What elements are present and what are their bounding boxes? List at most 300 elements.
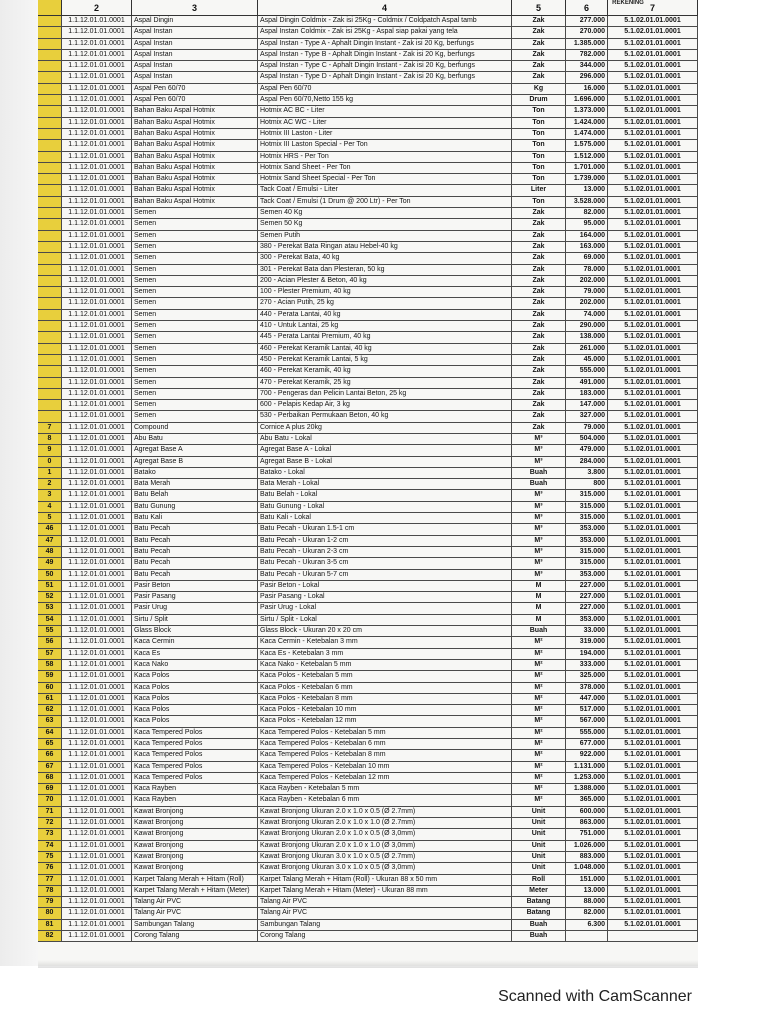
account-code: 5.1.02.01.01.0001: [608, 16, 698, 26]
item-name: Karpet Talang Merah + Hitam (Meter): [132, 886, 258, 896]
item-description: Kaca Polos - Ketebalan 6 mm: [258, 683, 512, 693]
item-price: 319.000: [566, 637, 608, 647]
row-number: [38, 106, 62, 116]
item-description: Glass Block - Ukuran 20 x 20 cm: [258, 626, 512, 636]
item-price: 69.000: [566, 253, 608, 263]
item-price: 315.000: [566, 490, 608, 500]
item-code: 1.1.12.01.01.0001: [62, 208, 132, 218]
row-number: [38, 118, 62, 128]
item-description: Batako - Lokal: [258, 468, 512, 478]
item-code: 1.1.12.01.01.0001: [62, 27, 132, 37]
account-code: 5.1.02.01.01.0001: [608, 242, 698, 252]
item-code: 1.1.12.01.01.0001: [62, 50, 132, 60]
item-code: 1.1.12.01.01.0001: [62, 841, 132, 851]
item-unit: M²: [512, 705, 566, 715]
item-code: 1.1.12.01.01.0001: [62, 174, 132, 184]
row-number: 75: [38, 852, 62, 862]
item-unit: M³: [512, 570, 566, 580]
table-row: [38, 185, 698, 196]
item-description: Talang Air PVC: [258, 908, 512, 918]
account-code: 5.1.02.01.01.0001: [608, 818, 698, 828]
table-row: [38, 242, 698, 253]
item-unit: Buah: [512, 479, 566, 489]
item-code: 1.1.12.01.01.0001: [62, 649, 132, 659]
column-header-name: 3: [132, 0, 258, 16]
item-name: Pasir Pasang: [132, 592, 258, 602]
item-price: 183.000: [566, 389, 608, 399]
item-price: 1.474.000: [566, 129, 608, 139]
item-code: 1.1.12.01.01.0001: [62, 355, 132, 365]
row-number: 72: [38, 818, 62, 828]
item-description: Kaca Rayben - Ketebalan 5 mm: [258, 784, 512, 794]
item-description: Kaca Polos - Ketebalan 5 mm: [258, 671, 512, 681]
account-code: 5.1.02.01.01.0001: [608, 39, 698, 49]
item-name: Bahan Baku Aspal Hotmix: [132, 152, 258, 162]
rekening-label: REKENING: [612, 0, 644, 6]
row-number: [38, 27, 62, 37]
column-header-price: 6: [566, 0, 608, 16]
item-price: 88.000: [566, 897, 608, 907]
item-unit: Batang: [512, 897, 566, 907]
row-number: [38, 321, 62, 331]
item-price: 45.000: [566, 355, 608, 365]
account-code: 5.1.02.01.01.0001: [608, 762, 698, 772]
item-code: 1.1.12.01.01.0001: [62, 72, 132, 82]
item-description: Kaca Tempered Polos - Ketebalan 8 mm: [258, 750, 512, 760]
item-price: 3.800: [566, 468, 608, 478]
item-price: 922.000: [566, 750, 608, 760]
item-description: Batu Pecah - Ukuran 5-7 cm: [258, 570, 512, 580]
table-row: [38, 400, 698, 411]
row-number: 53: [38, 603, 62, 613]
row-number: [38, 72, 62, 82]
table-row: [38, 739, 698, 750]
table-row: [38, 536, 698, 547]
item-price: 800: [566, 479, 608, 489]
account-code: 5.1.02.01.01.0001: [608, 863, 698, 873]
account-code: 5.1.02.01.01.0001: [608, 784, 698, 794]
item-code: 1.1.12.01.01.0001: [62, 863, 132, 873]
account-code: 5.1.02.01.01.0001: [608, 807, 698, 817]
row-number: [38, 174, 62, 184]
row-number: [38, 152, 62, 162]
table-body: [38, 16, 698, 942]
item-code: 1.1.12.01.01.0001: [62, 558, 132, 568]
item-code: 1.1.12.01.01.0001: [62, 389, 132, 399]
account-code: 5.1.02.01.01.0001: [608, 219, 698, 229]
item-unit: Unit: [512, 852, 566, 862]
account-code: 5.1.02.01.01.0001: [608, 875, 698, 885]
account-code: 5.1.02.01.01.0001: [608, 445, 698, 455]
item-description: Hotmix Sand Sheet - Per Ton: [258, 163, 512, 173]
table-row: [38, 129, 698, 140]
item-name: Bahan Baku Aspal Hotmix: [132, 118, 258, 128]
item-price: 677.000: [566, 739, 608, 749]
item-price: 1.575.000: [566, 140, 608, 150]
row-number: [38, 197, 62, 207]
item-unit: Zak: [512, 253, 566, 263]
account-code: 5.1.02.01.01.0001: [608, 547, 698, 557]
account-code: 5.1.02.01.01.0001: [608, 920, 698, 930]
item-code: 1.1.12.01.01.0001: [62, 784, 132, 794]
item-name: Kawat Bronjong: [132, 841, 258, 851]
item-name: Semen: [132, 265, 258, 275]
item-name: Semen: [132, 287, 258, 297]
item-price: 378.000: [566, 683, 608, 693]
account-code: 5.1.02.01.01.0001: [608, 411, 698, 421]
item-name: Kaca Tempered Polos: [132, 762, 258, 772]
item-name: Semen: [132, 332, 258, 342]
scan-margin: [0, 0, 38, 966]
item-name: Pasir Beton: [132, 581, 258, 591]
table-row: [38, 841, 698, 852]
table-row: [38, 660, 698, 671]
row-number: [38, 265, 62, 275]
item-unit: Unit: [512, 863, 566, 873]
item-price: 315.000: [566, 547, 608, 557]
item-name: Batu Gunung: [132, 502, 258, 512]
table-row: [38, 366, 698, 377]
item-price: 315.000: [566, 558, 608, 568]
item-unit: M³: [512, 524, 566, 534]
item-unit: M³: [512, 490, 566, 500]
item-name: Semen: [132, 231, 258, 241]
item-description: 445 - Perata Lantai Premium, 40 kg: [258, 332, 512, 342]
item-unit: M²: [512, 773, 566, 783]
item-price: 277.000: [566, 16, 608, 26]
item-unit: Ton: [512, 129, 566, 139]
item-price: 325.000: [566, 671, 608, 681]
table-row: [38, 468, 698, 479]
item-name: Batako: [132, 468, 258, 478]
item-code: 1.1.12.01.01.0001: [62, 705, 132, 715]
row-number: 1: [38, 468, 62, 478]
account-code: 5.1.02.01.01.0001: [608, 829, 698, 839]
item-code: 1.1.12.01.01.0001: [62, 423, 132, 433]
item-unit: Zak: [512, 39, 566, 49]
item-unit: M²: [512, 683, 566, 693]
account-code: 5.1.02.01.01.0001: [608, 570, 698, 580]
item-unit: M²: [512, 750, 566, 760]
table-row: [38, 829, 698, 840]
row-number: 62: [38, 705, 62, 715]
row-number: 7: [38, 423, 62, 433]
item-code: 1.1.12.01.01.0001: [62, 400, 132, 410]
item-description: Semen 40 Kg: [258, 208, 512, 218]
item-unit: Buah: [512, 920, 566, 930]
table-row: [38, 72, 698, 83]
item-unit: Ton: [512, 106, 566, 116]
table-row: [38, 728, 698, 739]
item-code: 1.1.12.01.01.0001: [62, 615, 132, 625]
item-name: Corong Talang: [132, 931, 258, 941]
item-description: Pasir Urug - Lokal: [258, 603, 512, 613]
item-code: 1.1.12.01.01.0001: [62, 287, 132, 297]
item-unit: M²: [512, 739, 566, 749]
item-unit: Zak: [512, 378, 566, 388]
item-unit: Ton: [512, 140, 566, 150]
table-row: [38, 457, 698, 468]
table-row: [38, 389, 698, 400]
item-code: 1.1.12.01.01.0001: [62, 592, 132, 602]
account-code: 5.1.02.01.01.0001: [608, 287, 698, 297]
item-description: Kawat Bronjong Ukuran 3.0 x 1.0 x 0.5 (Ø 3,0mm): [258, 863, 512, 873]
account-code: 5.1.02.01.01.0001: [608, 27, 698, 37]
account-code: 5.1.02.01.01.0001: [608, 750, 698, 760]
table-row: [38, 558, 698, 569]
item-name: Semen: [132, 276, 258, 286]
item-unit: Meter: [512, 886, 566, 896]
item-code: 1.1.12.01.01.0001: [62, 253, 132, 263]
row-number: 73: [38, 829, 62, 839]
row-number: 74: [38, 841, 62, 851]
table-row: [38, 61, 698, 72]
item-unit: Zak: [512, 16, 566, 26]
item-description: Kaca Polos - Ketebalan 12 mm: [258, 716, 512, 726]
item-code: 1.1.12.01.01.0001: [62, 332, 132, 342]
item-name: Kaca Tempered Polos: [132, 773, 258, 783]
item-name: Kaca Es: [132, 649, 258, 659]
account-code: 5.1.02.01.01.0001: [608, 773, 698, 783]
table-row: [38, 773, 698, 784]
item-price: 13.000: [566, 886, 608, 896]
row-number: [38, 276, 62, 286]
item-code: 1.1.12.01.01.0001: [62, 773, 132, 783]
item-price: 227.000: [566, 603, 608, 613]
account-code: 5.1.02.01.01.0001: [608, 795, 698, 805]
row-number: [38, 378, 62, 388]
item-unit: M³: [512, 434, 566, 444]
table-row: [38, 581, 698, 592]
item-unit: Roll: [512, 875, 566, 885]
item-unit: Buah: [512, 626, 566, 636]
table-row: [38, 683, 698, 694]
item-code: 1.1.12.01.01.0001: [62, 242, 132, 252]
item-unit: M³: [512, 445, 566, 455]
item-description: Hotmix AC WC - Liter: [258, 118, 512, 128]
item-description: Aspal Instan - Type B - Aphalt Dingin Instant - Zak isi 20 Kg, berfungs: [258, 50, 512, 60]
account-code: 5.1.02.01.01.0001: [608, 897, 698, 907]
item-name: Pasir Urug: [132, 603, 258, 613]
table-row: [38, 649, 698, 660]
item-code: 1.1.12.01.01.0001: [62, 310, 132, 320]
item-code: 1.1.12.01.01.0001: [62, 524, 132, 534]
item-price: 3.528.000: [566, 197, 608, 207]
account-code: 5.1.02.01.01.0001: [608, 355, 698, 365]
item-code: 1.1.12.01.01.0001: [62, 807, 132, 817]
item-price: 1.131.000: [566, 762, 608, 772]
row-number: 61: [38, 694, 62, 704]
row-number: [38, 95, 62, 105]
table-row: [38, 321, 698, 332]
row-number: [38, 84, 62, 94]
item-price: 315.000: [566, 502, 608, 512]
item-description: Batu Belah - Lokal: [258, 490, 512, 500]
item-description: Kawat Bronjong Ukuran 2.0 x 1.0 x 1.0 (Ø 3,0mm): [258, 841, 512, 851]
item-code: 1.1.12.01.01.0001: [62, 445, 132, 455]
item-unit: Ton: [512, 174, 566, 184]
item-name: Kawat Bronjong: [132, 852, 258, 862]
row-number: 46: [38, 524, 62, 534]
table-row: [38, 886, 698, 897]
item-code: 1.1.12.01.01.0001: [62, 920, 132, 930]
item-name: Semen: [132, 242, 258, 252]
row-number: [38, 208, 62, 218]
item-code: 1.1.12.01.01.0001: [62, 875, 132, 885]
row-number: [38, 344, 62, 354]
account-code: 5.1.02.01.01.0001: [608, 434, 698, 444]
table-row: [38, 716, 698, 727]
item-price: 290.000: [566, 321, 608, 331]
item-description: 270 - Acian Putih, 25 kg: [258, 298, 512, 308]
item-unit: Kg: [512, 84, 566, 94]
row-number: [38, 50, 62, 60]
table-row: [38, 818, 698, 829]
table-header: [38, 0, 698, 16]
item-description: Abu Batu - Lokal: [258, 434, 512, 444]
table-row: [38, 344, 698, 355]
item-description: Kaca Polos - Ketebalan 10 mm: [258, 705, 512, 715]
item-price: 270.000: [566, 27, 608, 37]
table-row: [38, 208, 698, 219]
row-number: [38, 140, 62, 150]
item-description: Kawat Bronjong Ukuran 2.0 x 1.0 x 0.5 (Ø 2.7mm): [258, 807, 512, 817]
item-name: Talang Air PVC: [132, 908, 258, 918]
row-number: 52: [38, 592, 62, 602]
item-name: Batu Pecah: [132, 570, 258, 580]
item-name: Bahan Baku Aspal Hotmix: [132, 197, 258, 207]
account-code: 5.1.02.01.01.0001: [608, 366, 698, 376]
item-name: Kawat Bronjong: [132, 863, 258, 873]
account-code: 5.1.02.01.01.0001: [608, 298, 698, 308]
item-price: 261.000: [566, 344, 608, 354]
item-name: Batu Belah: [132, 490, 258, 500]
row-number: 2: [38, 479, 62, 489]
item-description: Hotmix Sand Sheet Special - Per Ton: [258, 174, 512, 184]
table-row: [38, 592, 698, 603]
table-row: [38, 897, 698, 908]
item-name: Bahan Baku Aspal Hotmix: [132, 129, 258, 139]
item-code: 1.1.12.01.01.0001: [62, 739, 132, 749]
item-description: Kaca Tempered Polos - Ketebalan 6 mm: [258, 739, 512, 749]
table-row: [38, 16, 698, 27]
table-row: [38, 197, 698, 208]
item-unit: Zak: [512, 411, 566, 421]
item-unit: M³: [512, 547, 566, 557]
row-number: [38, 400, 62, 410]
account-code: 5.1.02.01.01.0001: [608, 457, 698, 467]
item-description: 300 - Perekat Bata, 40 kg: [258, 253, 512, 263]
item-price: 491.000: [566, 378, 608, 388]
item-description: Batu Pecah - Ukuran 1.5-1 cm: [258, 524, 512, 534]
row-number: 70: [38, 795, 62, 805]
item-name: Sambungan Talang: [132, 920, 258, 930]
account-code: 5.1.02.01.01.0001: [608, 310, 698, 320]
item-code: 1.1.12.01.01.0001: [62, 581, 132, 591]
item-price: 1.739.000: [566, 174, 608, 184]
item-description: Corong Talang: [258, 931, 512, 941]
row-number: 65: [38, 739, 62, 749]
item-name: Kaca Polos: [132, 671, 258, 681]
item-price: 1.388.000: [566, 784, 608, 794]
table-row: [38, 852, 698, 863]
item-description: 410 - Untuk Lantai, 25 kg: [258, 321, 512, 331]
row-number: [38, 355, 62, 365]
item-price: 227.000: [566, 581, 608, 591]
account-code: 5.1.02.01.01.0001: [608, 174, 698, 184]
item-name: Kawat Bronjong: [132, 807, 258, 817]
item-name: Aspal Instan: [132, 72, 258, 82]
item-code: 1.1.12.01.01.0001: [62, 39, 132, 49]
item-description: Kaca Tempered Polos - Ketebalan 12 mm: [258, 773, 512, 783]
table-row: [38, 570, 698, 581]
item-description: Kawat Bronjong Ukuran 2.0 x 1.0 x 0.5 (Ø 3,0mm): [258, 829, 512, 839]
table-row: [38, 152, 698, 163]
item-code: 1.1.12.01.01.0001: [62, 683, 132, 693]
item-code: 1.1.12.01.01.0001: [62, 886, 132, 896]
item-price: 1.385.000: [566, 39, 608, 49]
table-row: [38, 920, 698, 931]
table-row: [38, 513, 698, 524]
item-name: Sirtu / Split: [132, 615, 258, 625]
table-row: [38, 355, 698, 366]
item-price: 95.000: [566, 219, 608, 229]
item-price: 79.000: [566, 287, 608, 297]
item-description: Pasir Beton - Lokal: [258, 581, 512, 591]
item-name: Aspal Dingin: [132, 16, 258, 26]
item-name: Semen: [132, 298, 258, 308]
item-code: 1.1.12.01.01.0001: [62, 276, 132, 286]
item-description: Kaca Polos - Ketebalan 8 mm: [258, 694, 512, 704]
item-code: 1.1.12.01.01.0001: [62, 536, 132, 546]
account-code: 5.1.02.01.01.0001: [608, 671, 698, 681]
item-unit: Zak: [512, 219, 566, 229]
table-row: [38, 310, 698, 321]
account-code: 5.1.02.01.01.0001: [608, 603, 698, 613]
item-description: Aspal Instan Coldmix - Zak isi 25Kg - Aspal siap pakai yang tela: [258, 27, 512, 37]
item-name: Kaca Cermin: [132, 637, 258, 647]
account-code: 5.1.02.01.01.0001: [608, 332, 698, 342]
table-row: [38, 332, 698, 343]
item-code: 1.1.12.01.01.0001: [62, 570, 132, 580]
item-description: Aspal Pen 60/70,Netto 155 kg: [258, 95, 512, 105]
item-description: Kawat Bronjong Ukuran 3.0 x 1.0 x 0.5 (Ø 2.7mm): [258, 852, 512, 862]
item-name: Batu Pecah: [132, 558, 258, 568]
item-price: 227.000: [566, 592, 608, 602]
item-code: 1.1.12.01.01.0001: [62, 513, 132, 523]
row-number: 9: [38, 445, 62, 455]
item-unit: Ton: [512, 163, 566, 173]
item-name: Compound: [132, 423, 258, 433]
table-row: [38, 784, 698, 795]
table-row: [38, 795, 698, 806]
item-name: Aspal Pen 60/70: [132, 84, 258, 94]
row-number: [38, 61, 62, 71]
table-row: [38, 931, 698, 942]
item-name: Kaca Polos: [132, 694, 258, 704]
item-unit: M²: [512, 649, 566, 659]
account-code: 5.1.02.01.01.0001: [608, 106, 698, 116]
item-name: Glass Block: [132, 626, 258, 636]
item-price: 82.000: [566, 908, 608, 918]
row-number: 66: [38, 750, 62, 760]
item-description: Aspal Pen 60/70: [258, 84, 512, 94]
item-price: 194.000: [566, 649, 608, 659]
item-name: Semen: [132, 321, 258, 331]
item-code: 1.1.12.01.01.0001: [62, 637, 132, 647]
scanned-page: [38, 0, 698, 966]
row-number: [38, 242, 62, 252]
